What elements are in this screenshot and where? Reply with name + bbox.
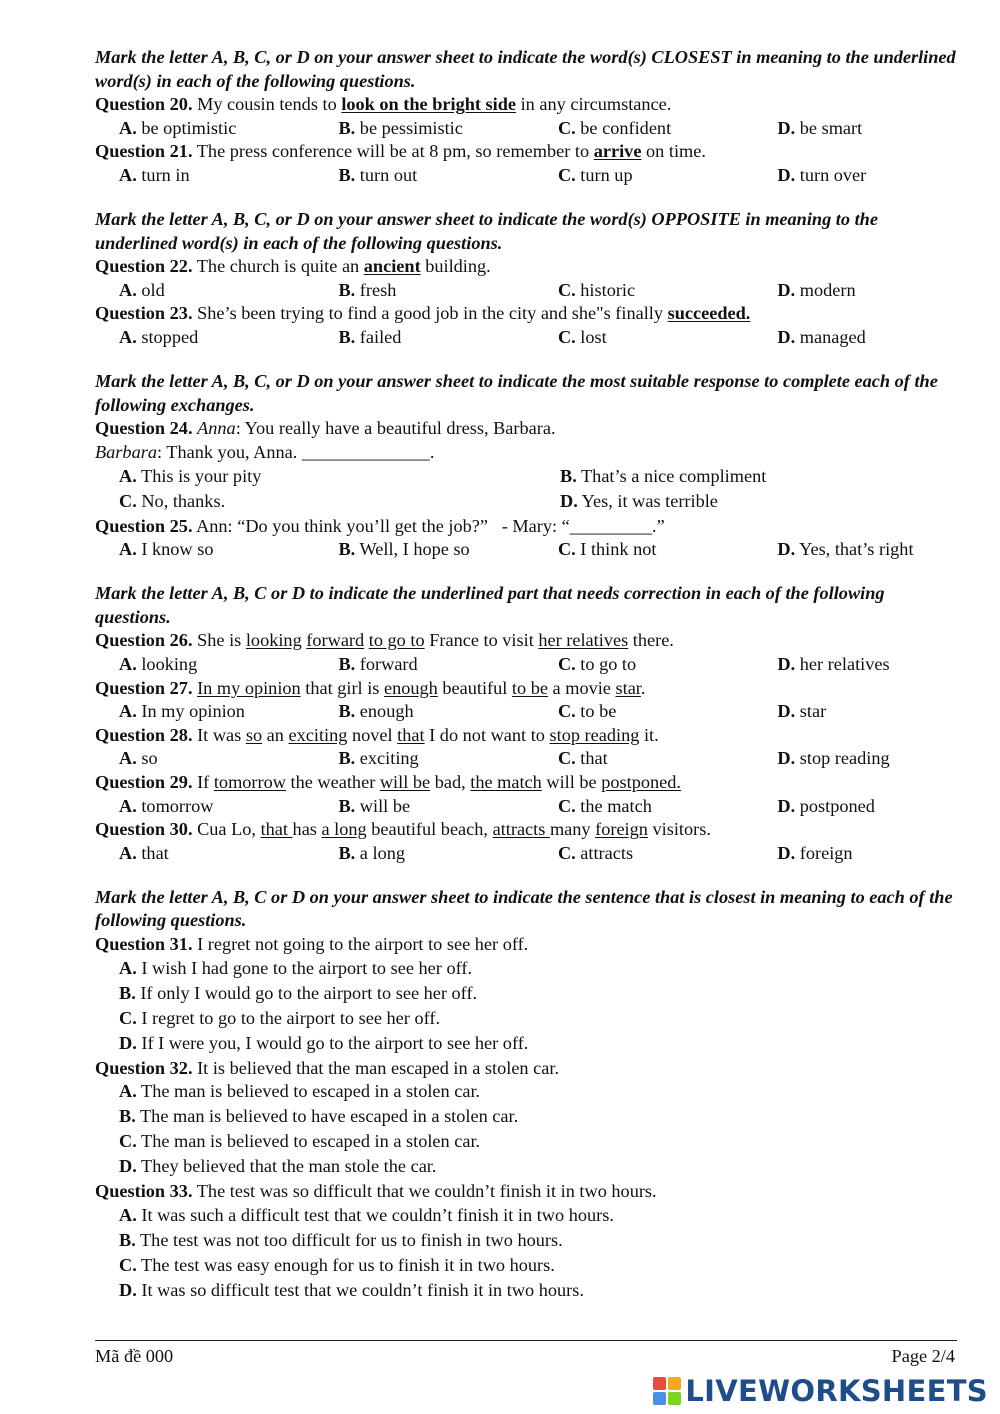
question-24: Question 24. Anna: You really have a beautiful dress, Barbara. [95,418,556,439]
option-a[interactable]: A. tomorrow [119,795,214,816]
option-a[interactable]: A. I know so [119,539,214,560]
option-d[interactable]: D. If I were you, I would go to the airport to see her off. [119,1032,529,1053]
option-c[interactable]: C. to be [557,701,617,722]
options-21[interactable] [95,164,957,188]
option-d[interactable]: D. postponed [777,795,875,816]
option-c[interactable]: C. attracts [557,842,634,863]
footer-divider [95,1340,957,1341]
option-b[interactable]: B. The man is believed to have escaped in a stolen car. [119,1106,519,1127]
option-b[interactable]: B. Well, I hope so [338,539,470,560]
option-d[interactable]: D. turn over [777,164,867,185]
option-c[interactable]: C. lost [557,327,607,348]
options-29[interactable] [95,795,957,819]
option-c[interactable]: C. The man is believed to escaped in a stolen car. [119,1131,481,1152]
option-d[interactable]: D. Yes, that’s right [777,539,914,560]
question-32: Question 32. It is believed that the man escaped in a stolen car. [95,1057,560,1078]
options-25[interactable] [95,538,957,562]
instruction-closest: Mark the letter A, B, C, or D on your answer sheet to indicate the word(s) CLOSEST in meaning to the underlined word(s) in each of the following questions. [95,47,956,91]
option-b[interactable]: B. That’s a nice compliment [560,465,767,486]
option-d[interactable]: D. managed [777,327,866,348]
option-b[interactable]: B. forward [338,653,418,674]
worksheet-page [95,46,957,1304]
option-b[interactable]: B. turn out [338,164,418,185]
question-20: Question 20. My cousin tends to look on the bright side in any circumstance. [95,94,672,115]
instruction-opposite: Mark the letter A, B, C, or D on your answer sheet to indicate the word(s) OPPOSITE in meaning to the underlined word(s) in each of the following questions. [95,209,878,253]
option-c[interactable]: C. I think not [557,539,657,560]
option-c[interactable]: C. The test was easy enough for us to finish it in two hours. [119,1254,555,1275]
options-20[interactable] [95,117,957,141]
option-a[interactable]: A. stopped [119,327,199,348]
question-24-reply: Barbara: Thank you, Anna. ______________. [95,441,435,462]
option-b[interactable]: B. The test was not too difficult for us to finish in two hours. [119,1229,563,1250]
option-d[interactable]: D. her relatives [777,653,890,674]
option-d[interactable]: D. modern [777,279,856,300]
instruction-correction: Mark the letter A, B, C or D to indicate the underlined part that needs correction in each of the following questions. [95,583,885,627]
question-33: Question 33. The test was so difficult that we couldn’t finish it in two hours. [95,1181,657,1202]
option-a[interactable]: A. turn in [119,164,190,185]
options-24-row2[interactable] [95,490,957,515]
option-d[interactable]: D. They believed that the man stole the car. [119,1156,437,1177]
question-26: Question 26. She is looking forward to go to France to visit her relatives there. [95,630,674,651]
option-d[interactable]: D. It was so difficult test that we couldn’t finish it in two hours. [119,1279,584,1300]
option-d[interactable]: D. be smart [777,117,863,138]
question-23: Question 23. She’s been trying to find a good job in the city and she"s finally succeeded. [95,303,751,324]
option-b[interactable]: B. failed [338,327,402,348]
options-30[interactable] [95,842,957,866]
instruction-sentence-meaning: Mark the letter A, B, C or D on your answer sheet to indicate the sentence that is closest in meaning to each of the following questions. [95,886,953,931]
option-b[interactable]: B. a long [338,842,405,863]
liveworksheets-logo [653,1374,988,1408]
option-a[interactable]: A. old [119,279,165,300]
instruction-response: Mark the letter A, B, C, or D on your answer sheet to indicate the most suitable response to complete each of the following exchanges. [95,371,938,415]
question-25: Question 25. Ann: “Do you think you’ll get the job?” - Mary: “_________.” [95,515,665,536]
options-24-row1[interactable] [95,465,957,490]
option-a[interactable]: A. The man is believed to escaped in a stolen car. [119,1081,481,1102]
option-a[interactable]: A. that [119,842,169,863]
option-a[interactable]: A. I wish I had gone to the airport to see her off. [119,957,473,978]
question-28: Question 28. It was so an exciting novel that I do not want to stop reading it. [95,724,659,745]
option-c[interactable]: C. I regret to go to the airport to see her off. [119,1007,441,1028]
option-a[interactable]: A. so [119,748,158,769]
option-c[interactable]: C. No, thanks. [119,490,226,511]
option-b[interactable]: B. enough [338,701,414,722]
option-c[interactable]: C. be confident [557,117,672,138]
liveworksheets-logo-icon [653,1377,681,1405]
options-28[interactable] [95,747,957,771]
question-29: Question 29. If tomorrow the weather will be bad, the match will be postponed. [95,771,681,792]
option-d[interactable]: D. foreign [777,842,853,863]
option-b[interactable]: B. exciting [338,748,419,769]
option-a[interactable]: A. looking [119,653,198,674]
option-a[interactable]: A. be optimistic [119,117,237,138]
question-31: Question 31. I regret not going to the airport to see her off. [95,934,529,954]
option-d[interactable]: D. stop reading [777,748,890,769]
option-c[interactable]: C. turn up [557,164,633,185]
option-c[interactable]: C. to go to [557,653,637,674]
option-a[interactable]: A. In my opinion [119,701,245,722]
question-22: Question 22. The church is quite an ancient building. [95,256,491,277]
option-d[interactable]: D. star [777,701,827,722]
question-21: Question 21. The press conference will be at 8 pm, so remember to arrive on time. [95,141,706,162]
option-d[interactable]: D. Yes, it was terrible [560,490,718,511]
option-a[interactable]: A. It was such a difficult test that we couldn’t finish it in two hours. [119,1204,614,1225]
option-b[interactable]: B. fresh [338,279,397,300]
question-27: Question 27. In my opinion that girl is enough beautiful to be a movie star. [95,677,646,698]
liveworksheets-logo-text: LIVEWORKSHEETS [685,1374,988,1408]
option-b[interactable]: B. be pessimistic [338,117,463,138]
option-c[interactable]: C. the match [557,795,652,816]
option-b[interactable]: B. will be [338,795,411,816]
option-b[interactable]: B. If only I would go to the airport to see her off. [119,982,478,1003]
options-23[interactable] [95,326,957,350]
question-30: Question 30. Cua Lo, that has a long beautiful beach, attracts many foreign visitors. [95,819,711,840]
options-22[interactable] [95,279,957,303]
options-27[interactable] [95,700,957,724]
exam-code: Mã đề 000 [95,1346,174,1366]
option-c[interactable]: C. that [557,748,608,769]
option-a[interactable]: A. This is your pity [119,465,262,486]
page-number: Page 2/4 [891,1346,955,1366]
option-c[interactable]: C. historic [557,279,636,300]
options-26[interactable] [95,653,957,677]
